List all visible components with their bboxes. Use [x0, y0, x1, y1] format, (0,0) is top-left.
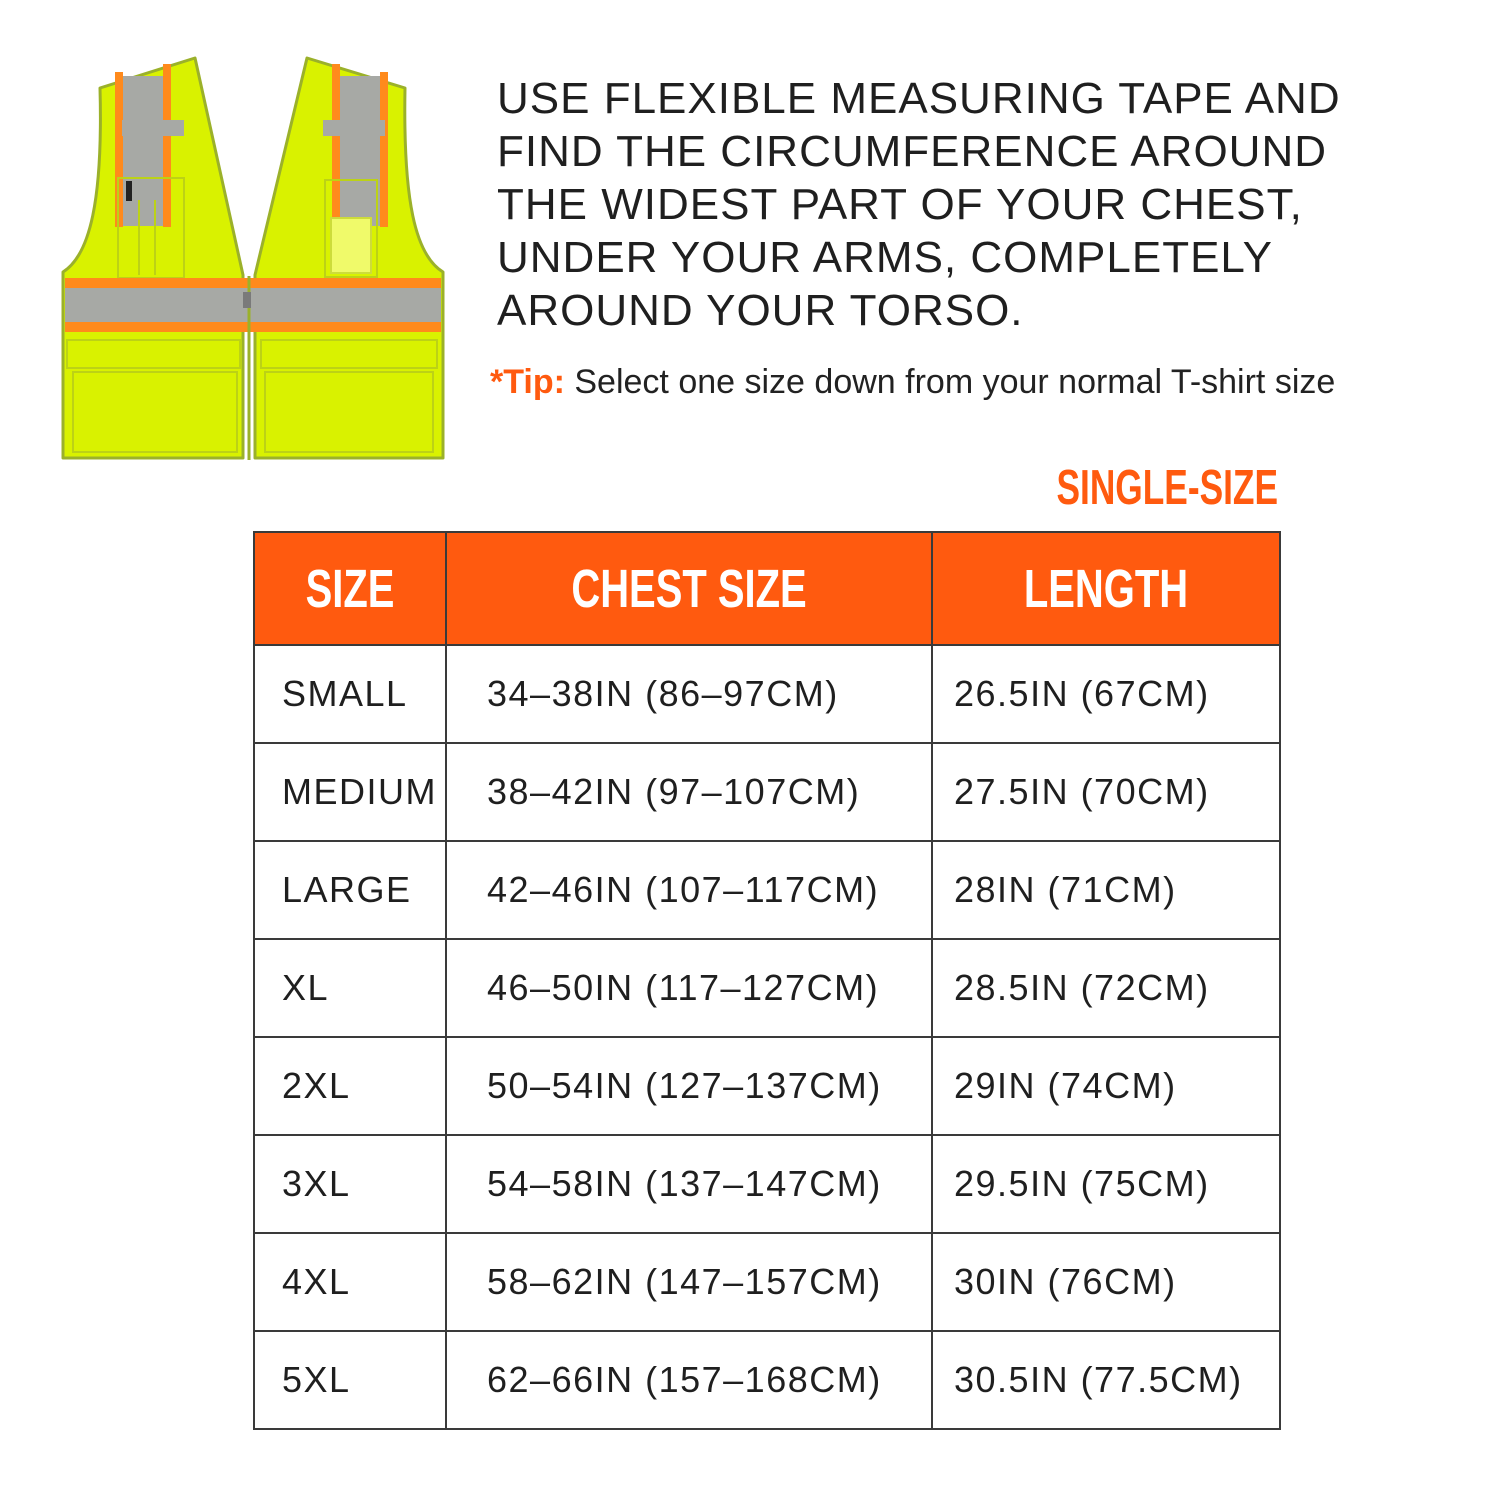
length-cell: 27.5IN (70CM): [932, 743, 1280, 841]
tip-line: [490, 360, 1480, 404]
table-row: [254, 939, 1280, 1037]
length-cell: 30.5IN (77.5CM): [932, 1331, 1280, 1429]
length-cell: 26.5IN (67CM): [932, 645, 1280, 743]
chest-size-cell: 62–66IN (157–168CM): [446, 1331, 932, 1429]
size-cell: 4XL: [254, 1233, 446, 1331]
table-row: [254, 1037, 1280, 1135]
chest-size-cell: 42–46IN (107–117CM): [446, 841, 932, 939]
hi-vis-vest-illustration: [55, 50, 450, 465]
table-row: [254, 1233, 1280, 1331]
length-cell: 29IN (74CM): [932, 1037, 1280, 1135]
size-cell: MEDIUM: [254, 743, 446, 841]
chest-size-cell: 34–38IN (86–97CM): [446, 645, 932, 743]
table-row: [254, 743, 1280, 841]
chest-size-cell: 50–54IN (127–137CM): [446, 1037, 932, 1135]
size-cell: 2XL: [254, 1037, 446, 1135]
table-header-row: [254, 532, 1280, 645]
size-cell: XL: [254, 939, 446, 1037]
size-cell: 5XL: [254, 1331, 446, 1429]
table-row: [254, 1331, 1280, 1429]
table-title: SINGLE-SIZE: [1056, 461, 1278, 515]
column-header-size: SIZE: [254, 532, 446, 645]
chest-size-cell: 58–62IN (147–157CM): [446, 1233, 932, 1331]
column-header-chest-size: CHEST SIZE: [446, 532, 932, 645]
table-row: [254, 841, 1280, 939]
table-row: [254, 1135, 1280, 1233]
length-cell: 28.5IN (72CM): [932, 939, 1280, 1037]
chest-size-cell: 46–50IN (117–127CM): [446, 939, 932, 1037]
length-cell: 28IN (71CM): [932, 841, 1280, 939]
column-header-length: LENGTH: [932, 532, 1280, 645]
measuring-instructions: USE FLEXIBLE MEASURING TAPE AND FIND THE CIRCUMFERENCE AROUND THE WIDEST PART OF YOUR CHEST, UNDER YOUR ARMS, COMPLETELY AROUND YOUR TORSO.: [497, 74, 1341, 335]
size-cell: SMALL: [254, 645, 446, 743]
size-cell: 3XL: [254, 1135, 446, 1233]
chest-size-cell: 54–58IN (137–147CM): [446, 1135, 932, 1233]
chest-size-cell: 38–42IN (97–107CM): [446, 743, 932, 841]
length-cell: 29.5IN (75CM): [932, 1135, 1280, 1233]
tip-label: *Tip:: [490, 363, 565, 401]
table-row: [254, 645, 1280, 743]
size-cell: LARGE: [254, 841, 446, 939]
length-cell: 30IN (76CM): [932, 1233, 1280, 1331]
tip-text: Select one size down from your normal T-shirt size: [564, 363, 1336, 401]
size-chart-table: [253, 531, 1281, 1430]
